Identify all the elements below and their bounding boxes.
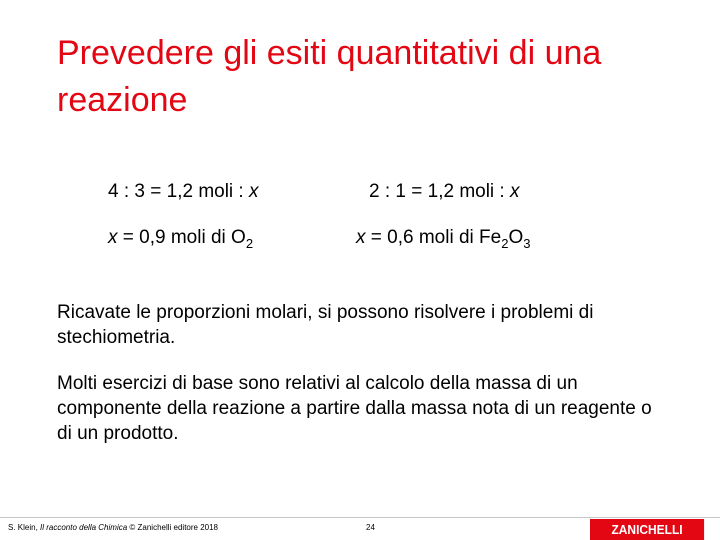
subscript: 2: [501, 236, 509, 251]
equation-ratio-right-text: 2 : 1 = 1,2 moli :: [369, 181, 510, 202]
page-number: 24: [366, 523, 375, 532]
slide-title: Prevedere gli esiti quantitativi di una reazione: [57, 34, 602, 119]
variable-x: x: [108, 227, 118, 248]
subscript: 2: [245, 236, 254, 251]
footer-book-title: Il racconto della Chimica: [40, 523, 128, 532]
footer-author: S. Klein,: [8, 523, 41, 532]
footer-publisher: © Zanichelli editore 2018: [127, 523, 219, 532]
paragraph-proportions: Ricavate le proporzioni molari, si possono risolvere i problemi di stechiometria.: [57, 302, 594, 348]
variable-x: x: [249, 181, 259, 202]
paragraph-exercises: Molti esercizi di base sono relativi al calcolo della massa di un componente della reazione a partire dalla massa nota di un reagente o di un prodotto.: [57, 373, 652, 444]
element-symbol: O: [508, 227, 524, 248]
equation-result-left-text: = 0,9 moli di O: [117, 227, 246, 248]
equation-result-right-text: = 0,6 moli di Fe: [365, 227, 502, 248]
equation-ratio-right: [369, 180, 520, 204]
equation-ratio-left-text: 4 : 3 = 1,2 moli :: [108, 181, 249, 202]
variable-x: x: [510, 181, 520, 202]
footer-divider: [0, 517, 720, 518]
subscript: 3: [523, 236, 531, 251]
zanichelli-logo: ZANICHELLI: [590, 519, 704, 540]
equation-result-right: [356, 226, 530, 250]
equation-ratio-left: [108, 180, 259, 204]
variable-x: x: [356, 227, 366, 248]
footer-credit: [8, 523, 218, 533]
equation-result-left: [108, 226, 253, 250]
